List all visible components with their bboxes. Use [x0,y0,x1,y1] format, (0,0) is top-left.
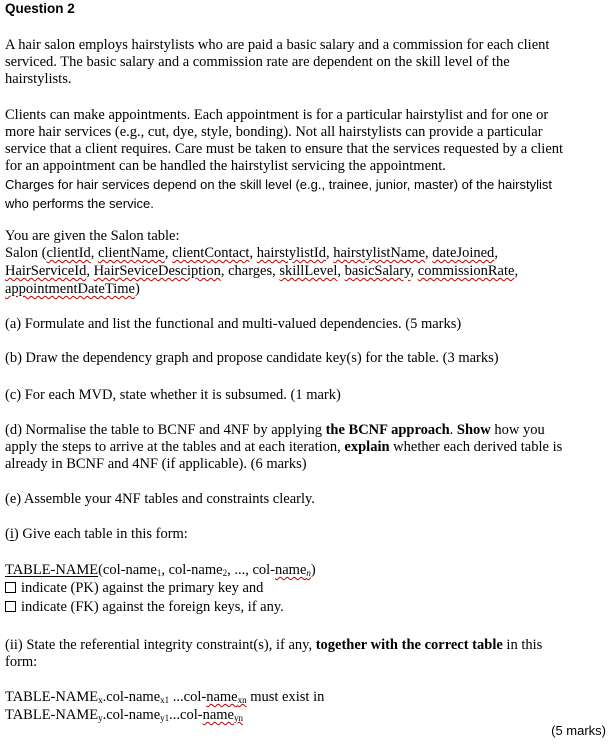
ri-subscript: xn [237,695,247,705]
salon-schema-line-3 [5,280,140,298]
bullet-pk-text: indicate (PK) against the primary key and [21,580,264,596]
form-text: ) [310,562,316,578]
checkbox-bullet-icon [5,601,16,612]
part-d-text: (d) Normalise the table to BCNF and 4NF by applying [5,422,326,438]
form-text: , col-name [161,562,223,578]
form-text: (col-name [98,562,157,578]
ri-subscript: yn [233,713,243,723]
intro-line-1: A hair salon employs hairstylists who are paid a basic salary and a commission for each client [5,37,550,53]
ri-text: ...col- [169,707,203,723]
part-d-line-1 [5,421,545,439]
show-emphasis: Show [456,422,491,438]
ri-text: name [206,689,238,705]
part-d-text: apply the steps to arrive at the tables and at each iteration, [5,439,345,455]
ri-text: .col-name [102,689,161,705]
part-b: (b) Draw the dependency graph and propose candidate key(s) for the table. (3 marks) [5,350,499,366]
salon-schema-line-2: HairServiceId, HairSeviceDesciption, charges, skillLevel, basicSalary, commissionRate, [5,263,519,279]
clients-line-2: more hair services (e.g., cut, dye, style, bonding). Not all hairstylists can provide a particular [5,124,543,140]
form-subscript: 1 [156,568,162,578]
attr-appointment-date-time: appointmentDateTime [5,281,135,297]
part-e-i: (i) Give each table in this form: [5,526,188,542]
ri-text: .col-name [102,707,161,723]
form-name-n [275,562,311,578]
ri-name-yn [203,707,243,723]
part-e-ii-line-1 [5,636,542,654]
attr-client-id: clientId [46,245,91,261]
intro-line-2: serviced. The basic salary and a commission rate are dependent on the skill level of the [5,54,510,70]
attr-hairstylist-id: hairstylistId [256,245,326,261]
attr-client-name: clientName [98,245,165,261]
given-text: You are given the Salon table: [5,228,180,244]
part-e-ii-line-2: form: [5,654,38,670]
form-text: , ..., col- [227,562,275,578]
part-e: (e) Assemble your 4NF tables and constraints clearly. [5,491,315,507]
charges-line-1: Charges for hair services depend on the skill level (e.g., trainee, junior, master) of the hairstylist [5,177,552,192]
ri-text: must exist in [246,689,325,705]
attr-hairstylist-name: hairstylistName [333,245,426,261]
ri-text: name [202,707,234,723]
part-d-text: whether each derived table is [389,439,563,455]
attr-hair-service-description: HairSeviceDesciption [93,263,221,279]
form-subscript: 2 [222,568,228,578]
ri-text: ...col- [169,689,207,705]
part-e-ii-text: (ii) State the referential integrity constraint(s), if any, [5,637,316,653]
part-d-text: . [449,422,457,438]
roman-numeral-i: i [9,526,14,542]
part-d-line-3: already in BCNF and 4NF (if applicable). (6 marks) [5,456,307,472]
ri-subscript: x1 [160,695,170,705]
form-table-name: TABLE-NAME [5,562,99,578]
charges-line-2: who performs the service. [5,196,154,211]
part-e-ii-text: in this [502,637,543,653]
bcnf-approach-emphasis: the BCNF approach [325,422,450,438]
salon-schema-line-1: Salon (clientId, clientName, clientContact, hairstylistId, hairstylistName, dateJoined, [5,245,498,261]
form-subscript: n [306,568,311,578]
schema-prefix: Salon ( [5,245,47,261]
checkbox-bullet-icon [5,582,16,593]
ri-subscript: y [98,713,103,723]
ri-subscript: x [98,695,103,705]
marks-footer: (5 marks) [551,723,606,738]
attr-skill-level: skillLevel [279,263,338,279]
clients-line-4: for an appointment can be handled the hairstylist servicing the appointment. [5,158,446,174]
ri-subscript: y1 [160,713,170,723]
bullet-fk [5,598,284,616]
part-d-line-2 [5,438,562,456]
attr-charges: charges [228,263,273,279]
bullet-pk [5,579,263,597]
form-text: name [274,562,307,578]
ri-form-line-2 [5,706,243,727]
ri-text: TABLE-NAME [5,689,99,705]
attr-basic-salary: basicSalary [344,263,411,279]
part-c: (c) For each MVD, state whether it is subsumed. (1 mark) [5,387,341,403]
bullet-fk-text: indicate (FK) against the foreign keys, if any. [21,599,284,615]
correct-table-emphasis: together with the correct table [315,637,503,653]
attr-date-joined: dateJoined [432,245,495,261]
attr-client-contact: clientContact [172,245,250,261]
question-title: Question 2 [5,1,75,16]
attr-commission-rate: commissionRate [417,263,515,279]
part-d-text: how you [490,422,545,438]
part-a: (a) Formulate and list the functional and multi-valued dependencies. (5 marks) [5,316,462,332]
intro-line-3: hairstylists. [5,71,72,87]
ri-text: TABLE-NAME [5,707,99,723]
explain-emphasis: explain [344,439,390,455]
part-e-i-text: Give each table in this form: [18,526,188,542]
clients-line-3: service that a client requires. Care must be taken to ensure that the services requested by a client [5,141,564,157]
attr-hair-service-id: HairServiceId [5,263,87,279]
ri-name-xn [206,689,246,705]
schema-suffix: ) [134,281,140,297]
clients-line-1: Clients can make appointments. Each appointment is for a particular hairstylist and for one or [5,107,549,123]
